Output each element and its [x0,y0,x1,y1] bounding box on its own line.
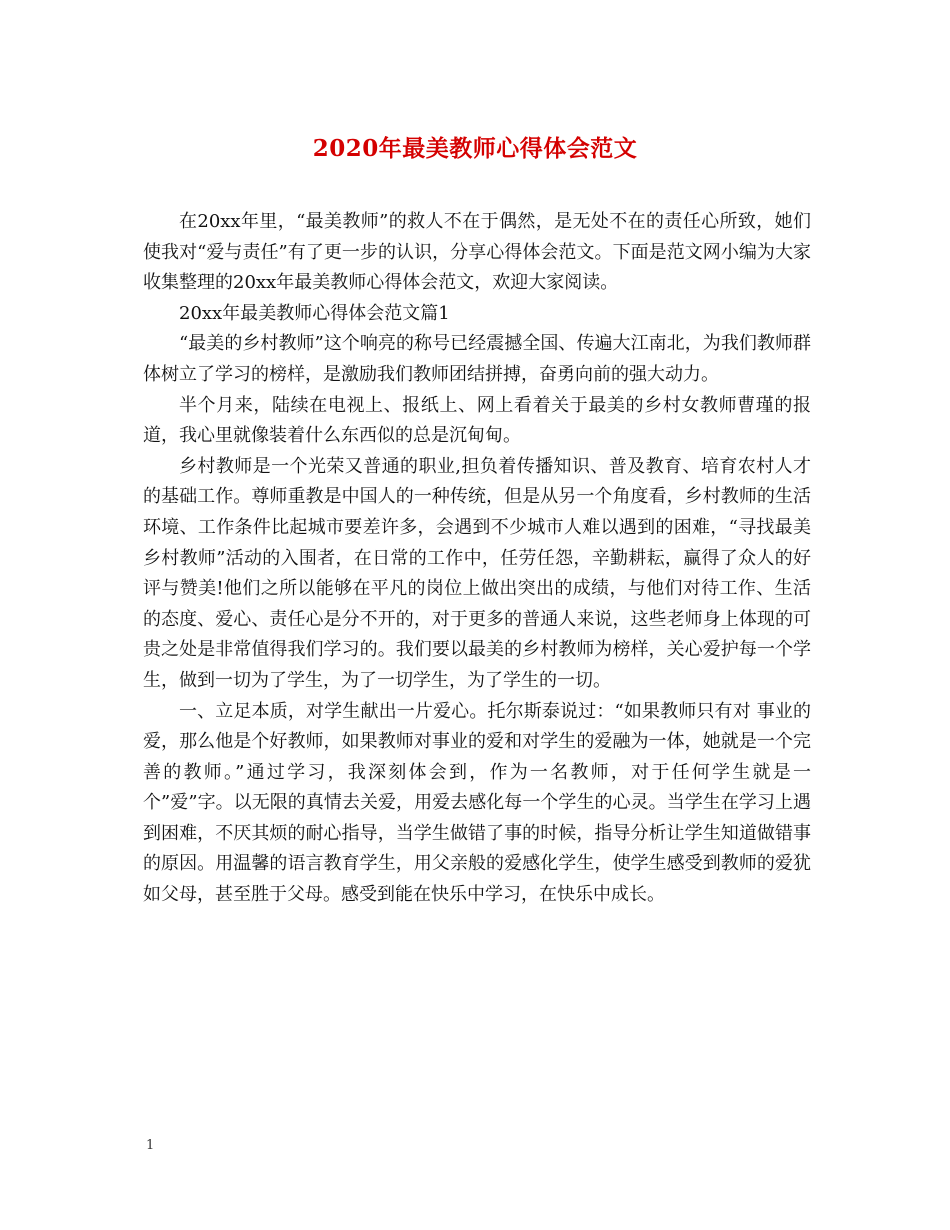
body-paragraph-2: 半个月来，陆续在电视上、报纸上、网上看着关于最美的乡村女教师曹瑾的报道，我心里就像装着什么东西似的总是沉甸甸。 [143,394,811,447]
body-paragraph-4: 一、立足本质，对学生献出一片爱心。托尔斯泰说过：“如果教师只有对 事业的爱，那么他是个好教师，如果教师对事业的爱和对学生的爱融为一体，她就是一个完善的教师。”通过学习，我深刻体会到，作为一名教师，对于任何学生就是一个”爱”字。以无限的真情去关爱，用爱去感化每一个学生的心灵。当学生在学习上遇到困难，不厌其烦的耐心指导，当学生做错了事的时候，指导分析让学生知道做错事的原因。用温馨的语言教育学生，用父亲般的爱感化学生，使学生感受到教师的爱犹如父母，甚至胜于父母。感受到能在快乐中学习，在快乐中成长。 [143,700,811,906]
section-heading: 20xx年最美教师心得体会范文篇1 [179,302,450,324]
body-paragraph-1: “最美的乡村教师”这个响亮的称号已经震撼全国、传遍大江南北，为我们教师群体树立了学习的榜样，是激励我们教师团结拼搏，奋勇向前的强大动力。 [143,333,811,385]
intro-paragraph: 在20xx年里，“最美教师”的救人不在于偶然，是无处不在的责任心所致，她们使我对“爱与责任”有了更一步的认识，分享心得体会范文。下面是范文网小编为大家收集整理的20xx年最美教师心得体会范文，欢迎大家阅读。 [143,211,811,294]
document-title: 2020年最美教师心得体会范文 [312,135,638,162]
page-number: 1 [146,1138,155,1153]
body-paragraph-3: 乡村教师是一个光荣又普通的职业,担负着传播知识、普及教育、培育农村人才的基础工作。尊师重教是中国人的一种传统，但是从另一个角度看，乡村教师的生活环境、工作条件比起城市要差许多，会遇到不少城市人难以遇到的困难，“寻找最美乡村教师”活动的入围者，在日常的工作中，任劳任怨，辛勤耕耘，赢得了众人的好评与赞美!他们之所以能够在平凡的岗位上做出突出的成绩，与他们对待工作、生活的态度、爱心、责任心是分不开的，对于更多的普通人来说，这些老师身上体现的可贵之处是非常值得我们学习的。我们要以最美的乡村教师为榜样，关心爱护每一个学生，做到一切为了学生，为了一切学生，为了学生的一切。 [143,455,811,691]
document-body [143,207,811,911]
